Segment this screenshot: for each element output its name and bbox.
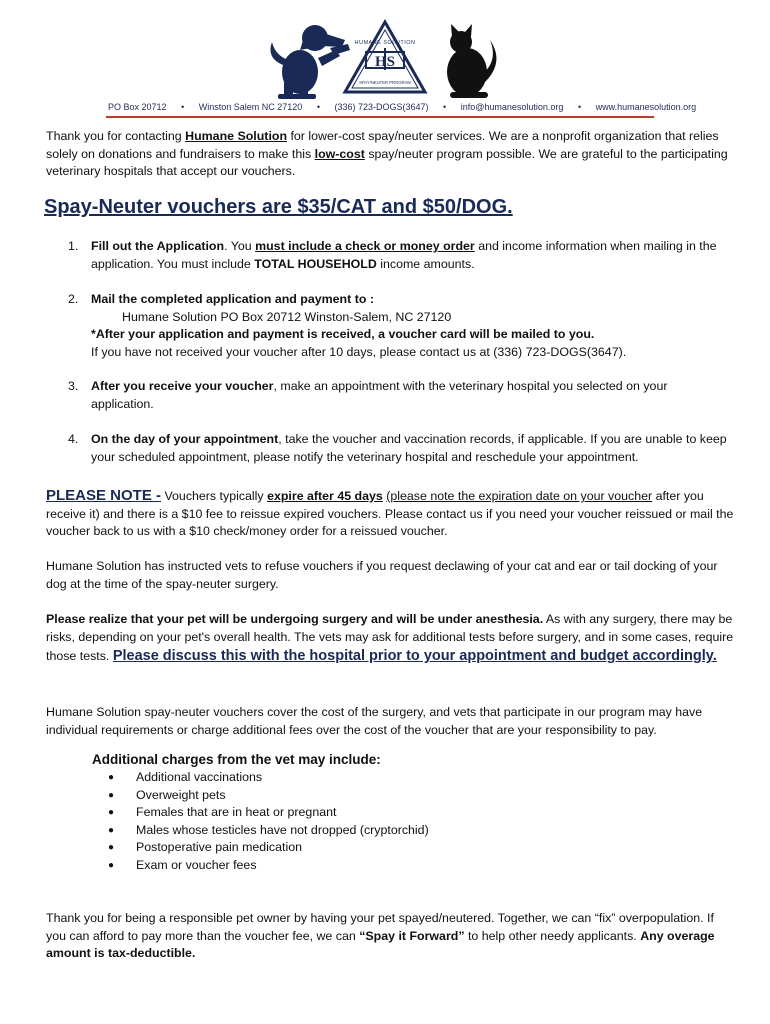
intro-text: spay/neuter program possible. We are grateful to the participating veterinary hospitals that accept our vouchers.	[46, 146, 728, 178]
surgery-paragraph	[46, 611, 736, 666]
step-number: 4.	[68, 432, 79, 446]
expiration-note: (please note the expiration date on your voucher	[386, 489, 653, 503]
expire-emphasis: expire after 45 days	[267, 489, 383, 503]
cat-icon	[447, 24, 496, 98]
closing-paragraph	[46, 910, 736, 963]
step-text-part: income amounts.	[376, 256, 475, 271]
intro-paragraph	[46, 128, 736, 181]
surgery-text: As with any surgery, there may be risks, depending on your pet's overall health. The vets may ask for additional tests before surgery, and in some cases, require those tests.	[46, 612, 734, 663]
separator: •	[316, 102, 320, 112]
note-lead: PLEASE NOTE -	[46, 487, 162, 504]
step-text-part: , take the voucher and vaccination records, if applicable. If you are unable to keep your scheduled appointment, please notify the veterinary hospital and reschedule your appointment.	[91, 432, 727, 464]
list-item: ● Overweight pets	[108, 787, 429, 805]
emblem-top-text: HUMANE SOLUTION	[354, 40, 416, 46]
step-text-part: . You	[224, 239, 256, 253]
separator: •	[443, 102, 447, 112]
contact-line	[108, 102, 697, 112]
charges-heading: Additional charges from the vet may include:	[92, 752, 381, 767]
email-link[interactable]: info@humanesolution.org	[460, 102, 564, 112]
org-name: Humane Solution	[185, 129, 288, 143]
mailing-address: Humane Solution PO Box 20712 Winston-Salem, NC 27120	[122, 309, 452, 324]
closing-text: Thank you for being a responsible pet owner by having your pet spayed/neutered. Together, we can “fix” overpopulation. If you can afford to pay more than the voucher fee, we can	[46, 911, 714, 943]
intro-text: for lower-cost spay/neuter services. We are a nonprofit organization that relies solely on donations and fundraisers to make this	[46, 129, 719, 161]
phone: (336) 723-DOGS(3647)	[334, 102, 429, 112]
step-text-part: , make an appointment with the veterinary hospital you selected on your application.	[91, 379, 668, 411]
step-text	[91, 431, 731, 466]
surgery-emphasis: Please discuss this with the hospital prior to your appointment and budget accordingly.	[112, 648, 717, 664]
website-link[interactable]: www.humanesolution.org	[595, 102, 697, 112]
note-text: Vouchers typically	[161, 489, 268, 503]
low-cost-emphasis: low-cost	[314, 146, 365, 161]
header-divider	[106, 116, 654, 118]
note-paragraph	[46, 487, 736, 541]
intro-text: Thank you for contacting	[46, 129, 186, 143]
step-text	[91, 378, 731, 413]
city: Winston Salem NC 27120	[198, 102, 303, 112]
step-text-part: and income information when mailing in the application. You must include	[91, 239, 717, 271]
step-number: 3.	[68, 379, 79, 393]
dog-icon	[270, 25, 350, 99]
step-text-part: If you have not received your voucher after 10 days, please contact us at (336) 723-DOGS(3647).	[91, 344, 627, 359]
step-lead: On the day of your appointment	[91, 432, 279, 446]
step-number: 2.	[68, 292, 79, 306]
step-text	[91, 238, 731, 273]
list-item: ● Additional vaccinations	[108, 769, 429, 787]
step-emphasis: TOTAL HOUSEHOLD	[254, 256, 377, 271]
page-title: Spay-Neuter vouchers are $35/CAT and $50/DOG.	[44, 196, 513, 218]
step-number: 1.	[68, 239, 79, 253]
list-item: ● Exam or voucher fees	[108, 857, 429, 875]
step-lead: Fill out the Application	[91, 239, 225, 253]
surgery-lead: Please realize that your pet will be undergoing surgery and will be under anesthesia.	[46, 612, 544, 626]
step-lead: Mail the completed application and payment to :	[91, 292, 374, 306]
closing-text: to help other needy applicants.	[464, 928, 641, 943]
separator: •	[577, 102, 582, 112]
spay-it-forward: “Spay it Forward”	[359, 928, 465, 943]
list-item: ● Females that are in heat or pregnant	[108, 804, 429, 822]
declaw-paragraph: Humane Solution has instructed vets to refuse vouchers if you request declawing of your cat and ear or tail docking of your dog at the time of the spay-neuter surgery.	[46, 559, 718, 591]
separator: •	[181, 102, 185, 112]
list-item: ● Postoperative pain medication	[108, 839, 429, 857]
tax-deductible-note: Any overage amount is tax-deductible.	[46, 928, 715, 960]
note-text: after you receive it) and there is a $10 fee to reissue expired vouchers. Please contact us if you need your voucher reissued or mail the voucher back to us with a $10 check/money order for a reissued voucher.	[46, 489, 734, 538]
step-emphasis: must include a check or money order	[255, 239, 475, 253]
step-text	[91, 291, 731, 361]
emblem-initials: HS	[374, 54, 396, 70]
po-box: PO Box 20712	[108, 102, 167, 112]
coverage-paragraph: Humane Solution spay-neuter vouchers cover the cost of the surgery, and vets that participate in our program may have individual requirements or charge additional fees over the cost of the voucher that are your responsibility to pay.	[46, 705, 703, 737]
emblem-bottom-text: SPAY/NEUTER PROGRAM	[359, 80, 411, 85]
list-item: ● Males whose testicles have not dropped (cryptorchid)	[108, 822, 429, 840]
step-emphasis: *After your application and payment is received, a voucher card will be mailed to you.	[91, 327, 595, 341]
step-lead: After you receive your voucher	[91, 379, 274, 393]
charges-list	[108, 769, 429, 874]
